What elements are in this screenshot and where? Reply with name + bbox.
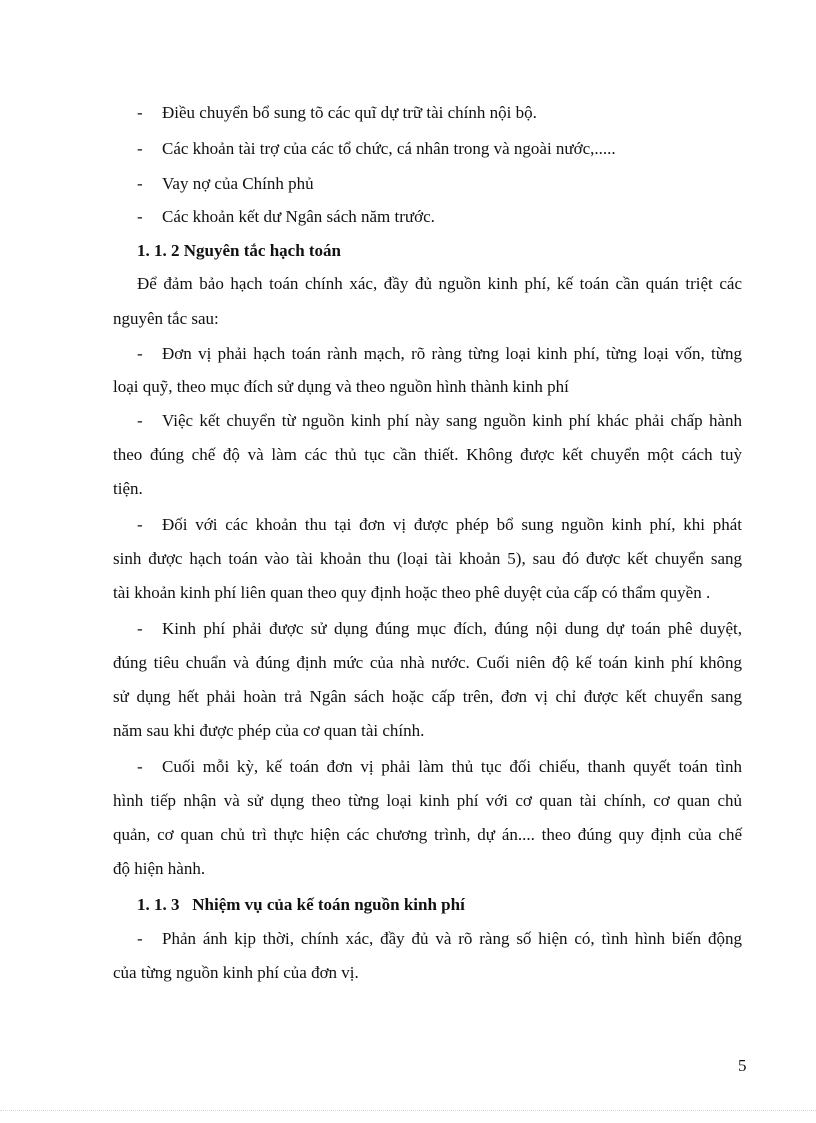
bullet-dash: - (137, 207, 143, 226)
paragraph-line: sử dụng hết phải hoàn trả Ngân sách hoặc cấp trên, đơn vị chỉ được kết chuyển sang (113, 687, 742, 706)
paragraph-line: loại quỹ, theo mục đích sử dụng và theo nguồn hình thành kinh phí (113, 377, 569, 396)
paragraph-line: độ hiện hành. (113, 859, 206, 878)
section-heading: 1. 1. 2 Nguyên tắc hạch toán (137, 241, 342, 260)
bullet-dash: - (137, 139, 143, 158)
paragraph-line: Đối với các khoản thu tại đơn vị được phép bổ sung nguồn kinh phí, khi phát (162, 515, 742, 534)
paragraph-line: nguyên tắc sau: (113, 309, 219, 328)
paragraph-line: theo đúng chế độ và làm các thủ tục cần thiết. Không được kết chuyển một cách tuỳ (113, 445, 742, 464)
paragraph-line: đúng tiêu chuẩn và đúng định mức của nhà nước. Cuối niên độ kế toán kinh phí không (113, 653, 742, 672)
paragraph-line: Việc kết chuyển từ nguồn kinh phí này sang nguồn kinh phí khác phải chấp hành (162, 411, 742, 430)
paragraph-line: tài khoản kinh phí liên quan theo quy định hoặc theo phê duyệt của cấp có thẩm quyền . (113, 583, 711, 602)
bullet-text: Các khoản tài trợ của các tổ chức, cá nhân trong và ngoài nước,..... (162, 139, 616, 158)
footer-divider (0, 1110, 816, 1111)
bullet-dash: - (137, 757, 143, 776)
paragraph-line: Để đảm bảo hạch toán chính xác, đầy đủ nguồn kinh phí, kế toán cần quán triệt các (137, 274, 742, 293)
bullet-dash: - (137, 619, 143, 638)
paragraph-line: quản, cơ quan chủ trì thực hiện các chương trình, dự án.... theo đúng quy định của chế (113, 825, 742, 844)
paragraph-line: Đơn vị phải hạch toán rành mạch, rõ ràng từng loại kinh phí, từng loại vốn, từng (162, 344, 742, 363)
bullet-text: Vay nợ của Chính phủ (162, 174, 314, 193)
bullet-dash: - (137, 103, 143, 122)
bullet-dash: - (137, 411, 143, 430)
paragraph-line: Phản ánh kịp thời, chính xác, đầy đủ và rõ ràng số hiện có, tình hình biến động (162, 929, 742, 948)
bullet-text: Điều chuyển bổ sung tõ các quĩ dự trữ tài chính nội bộ. (162, 103, 537, 122)
paragraph-line: của từng nguồn kinh phí của đơn vị. (113, 963, 359, 982)
paragraph-line: tiện. (113, 479, 143, 498)
paragraph-line: sinh được hạch toán vào tài khoản thu (loại tài khoản 5), sau đó được kết chuyển sang (113, 549, 742, 568)
bullet-text: Các khoản kết dư Ngân sách năm trước. (162, 207, 435, 226)
paragraph-line: năm sau khi được phép của cơ quan tài chính. (113, 721, 425, 740)
section-heading: 1. 1. 3 Nhiệm vụ của kế toán nguồn kinh phí (137, 895, 465, 914)
bullet-dash: - (137, 515, 143, 534)
paragraph-line: hình tiếp nhận và sử dụng theo từng loại kinh phí với cơ quan tài chính, cơ quan chủ (113, 791, 742, 810)
bullet-dash: - (137, 174, 143, 193)
paragraph-line: Cuối mỗi kỳ, kế toán đơn vị phải làm thủ tục đối chiếu, thanh quyết toán tình (162, 757, 742, 776)
page-number: 5 (738, 1056, 747, 1075)
paragraph-line: Kinh phí phải được sử dụng đúng mục đích, đúng nội dung dự toán phê duyệt, (162, 619, 742, 638)
bullet-dash: - (137, 344, 143, 363)
bullet-dash: - (137, 929, 143, 948)
